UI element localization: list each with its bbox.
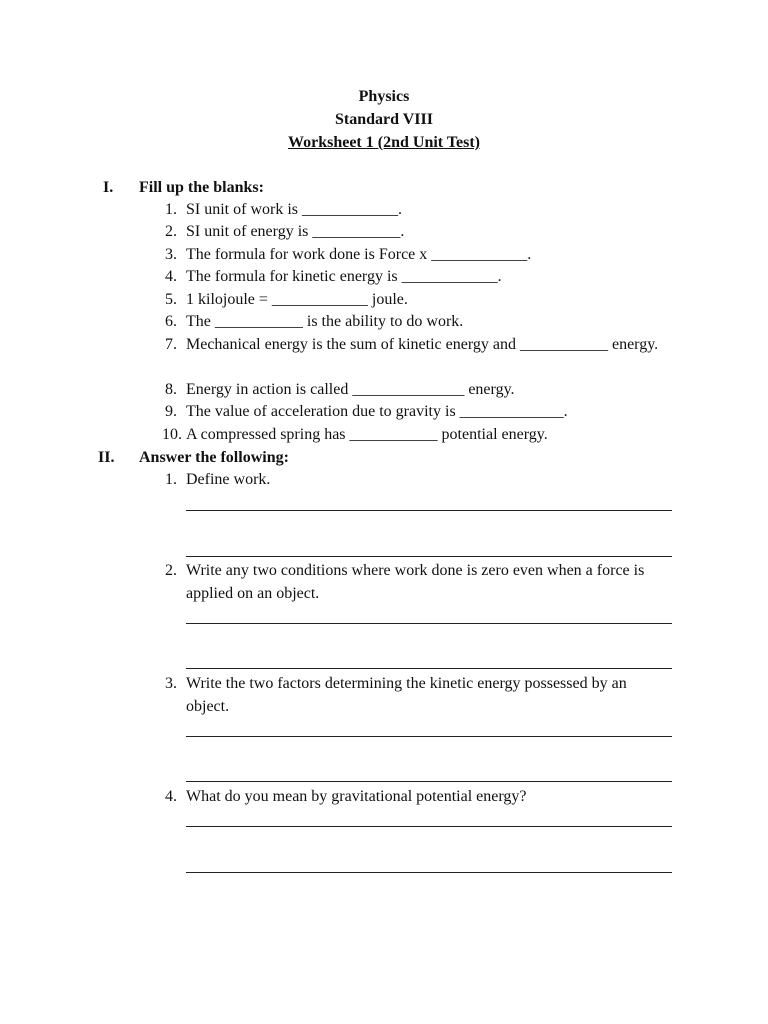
section-2-number: II. [98, 449, 115, 466]
question-text: Define work. [186, 471, 271, 488]
question-number: 3. [165, 675, 177, 692]
answer-line[interactable] [186, 668, 672, 669]
question-number: 4. [165, 788, 177, 805]
fill-blank-number: 3. [165, 246, 177, 263]
fill-blank-question: The ___________ is the ability to do work. [186, 313, 464, 330]
fill-blank-question: The formula for kinetic energy is ____________. [186, 268, 502, 285]
question-number: 2. [165, 562, 177, 579]
question-text: What do you mean by gravitational potential energy? [186, 788, 527, 805]
answer-line[interactable] [186, 826, 672, 827]
fill-blank-question: Energy in action is called ______________ energy. [186, 381, 515, 398]
fill-blank-number: 6. [165, 313, 177, 330]
fill-blank-question: Mechanical energy is the sum of kinetic energy and ___________ energy. [186, 336, 659, 353]
fill-blank-question: 1 kilojoule = ____________ joule. [186, 291, 408, 308]
fill-blank-number: 4. [165, 268, 177, 285]
section-1-title: Fill up the blanks: [139, 179, 264, 196]
fill-blank-question: The formula for work done is Force x ____________. [186, 246, 532, 263]
answer-line[interactable] [186, 510, 672, 511]
fill-blank-number: 8. [165, 381, 177, 398]
fill-blank-number: 5. [165, 291, 177, 308]
fill-blank-question: The value of acceleration due to gravity is _____________. [186, 403, 568, 420]
subject-title: Physics [358, 88, 410, 105]
answer-line[interactable] [186, 781, 672, 782]
question-text: Write the two factors determining the kinetic energy possessed by an object. [186, 675, 627, 715]
fill-blank-number: 7. [165, 336, 177, 353]
answer-line[interactable] [186, 872, 672, 873]
fill-blank-number: 1. [165, 201, 177, 218]
fill-blank-question: SI unit of energy is ___________. [186, 223, 405, 240]
fill-blank-number: 2. [165, 223, 177, 240]
answer-line[interactable] [186, 623, 672, 624]
standard-title: Standard VIII [335, 111, 433, 128]
answer-line[interactable] [186, 736, 672, 737]
answer-line[interactable] [186, 556, 672, 557]
fill-blank-question: A compressed spring has ___________ potential energy. [186, 426, 548, 443]
fill-blank-question: SI unit of work is ____________. [186, 201, 402, 218]
question-text: Write any two conditions where work done is zero even when a force is applied on an object. [186, 562, 645, 602]
fill-blank-number: 9. [165, 403, 177, 420]
question-number: 1. [165, 471, 177, 488]
section-2-title: Answer the following: [139, 449, 289, 466]
worksheet-title: Worksheet 1 (2nd Unit Test) [287, 134, 481, 151]
fill-blank-number: 10. [162, 426, 182, 443]
section-1-number: I. [103, 179, 114, 196]
